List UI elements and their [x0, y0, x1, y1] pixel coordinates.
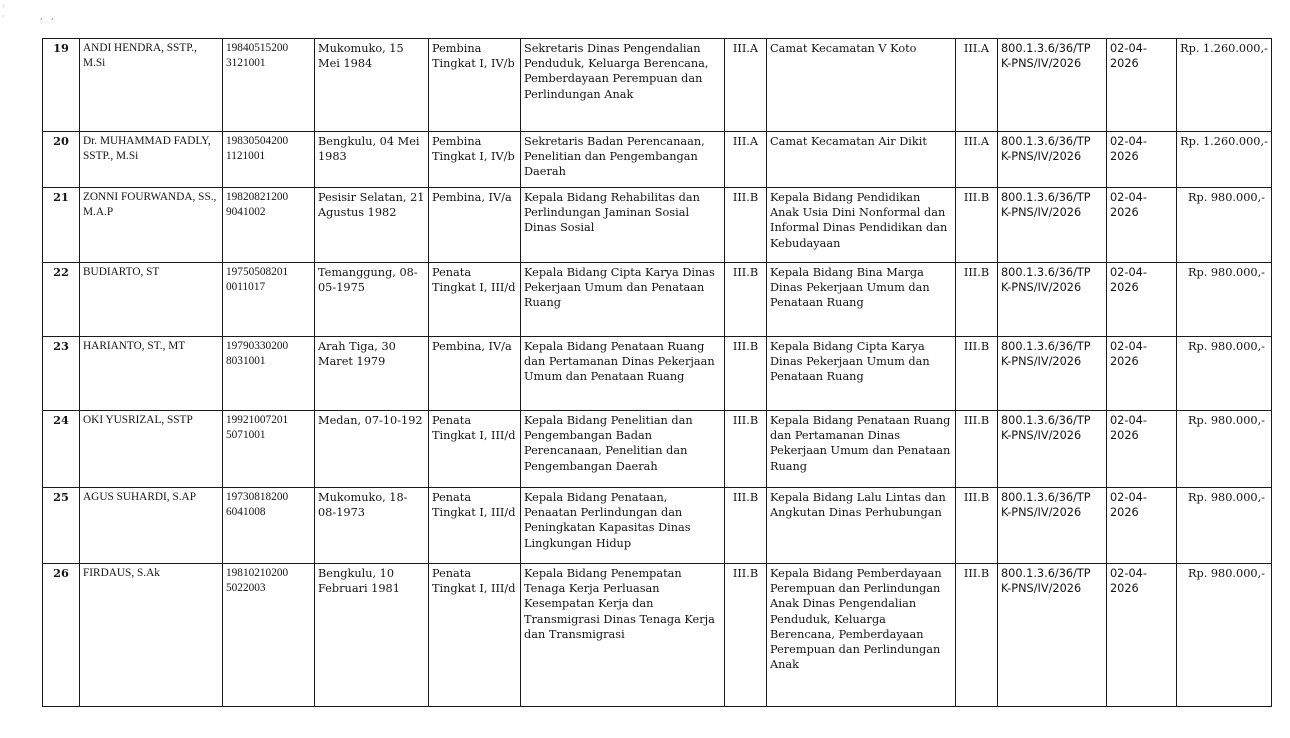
employee-name: AGUS SUHARDI, S.AP — [80, 488, 223, 564]
old-position: Sekretaris Dinas Pengendalian Penduduk, Keluarga Berencana, Pemberdayaan Perempuan dan Perlindungan Anak — [521, 39, 725, 132]
new-position: Camat Kecamatan Air Dikit — [767, 132, 956, 188]
employee-nip: 19820821200 9041002 — [223, 188, 315, 263]
old-position: Kepala Bidang Penataan Ruang dan Pertamanan Dinas Pekerjaan Umum dan Penataan Ruang — [521, 337, 725, 411]
new-echelon: III.B — [956, 188, 998, 263]
new-position: Kepala Bidang Lalu Lintas dan Angkutan Dinas Perhubungan — [767, 488, 956, 564]
birth-place-date: Bengkulu, 10 Februari 1981 — [315, 564, 429, 707]
new-echelon: III.B — [956, 488, 998, 564]
old-echelon: III.B — [725, 488, 767, 564]
new-position: Kepala Bidang Cipta Karya Dinas Pekerjaan Umum dan Penataan Ruang — [767, 337, 956, 411]
decree-date: 02-04-2026 — [1107, 337, 1177, 411]
birth-place-date: Bengkulu, 04 Mei 1983 — [315, 132, 429, 188]
decree-date: 02-04-2026 — [1107, 132, 1177, 188]
old-echelon: III.A — [725, 132, 767, 188]
decree-number: 800.1.3.6/36/TP K-PNS/IV/2026 — [998, 132, 1107, 188]
employee-nip: 19921007201 5071001 — [223, 411, 315, 488]
row-number: 25 — [43, 488, 80, 564]
new-position: Kepala Bidang Pendidikan Anak Usia Dini Nonformal dan Informal Dinas Pendidikan dan Kebudayaan — [767, 188, 956, 263]
rank-grade: Pembina Tingkat I, IV/b — [429, 39, 521, 132]
rank-grade: Penata Tingkat I, III/d — [429, 488, 521, 564]
employee-name: ANDI HENDRA, SSTP., M.Si — [80, 39, 223, 132]
employee-nip: 19750508201 0011017 — [223, 263, 315, 337]
old-echelon: III.B — [725, 188, 767, 263]
row-number: 23 — [43, 337, 80, 411]
decree-number: 800.1.3.6/36/TP K-PNS/IV/2026 — [998, 411, 1107, 488]
old-position: Kepala Bidang Penataan, Penaatan Perlindungan dan Peningkatan Kapasitas Dinas Lingkungan Hidup — [521, 488, 725, 564]
table-row — [43, 39, 1272, 132]
decree-date: 02-04-2026 — [1107, 564, 1177, 707]
allowance-amount: Rp. 1.260.000,- — [1177, 132, 1272, 188]
birth-place-date: Pesisir Selatan, 21 Agustus 1982 — [315, 188, 429, 263]
table-row — [43, 411, 1272, 488]
old-position: Sekretaris Badan Perencanaan, Penelitian dan Pengembangan Daerah — [521, 132, 725, 188]
allowance-amount: Rp. 1.260.000,- — [1177, 39, 1272, 132]
row-number: 20 — [43, 132, 80, 188]
row-number: 22 — [43, 263, 80, 337]
decree-date: 02-04-2026 — [1107, 188, 1177, 263]
employee-name: BUDIARTO, ST — [80, 263, 223, 337]
rank-grade: Penata Tingkat I, III/d — [429, 564, 521, 707]
birth-place-date: Medan, 07-10-192 — [315, 411, 429, 488]
new-echelon: III.A — [956, 39, 998, 132]
old-position: Kepala Bidang Penelitian dan Pengembangan Badan Perencanaan, Penelitian dan Pengembangan Daerah — [521, 411, 725, 488]
birth-place-date: Arah Tiga, 30 Maret 1979 — [315, 337, 429, 411]
employee-nip: 19830504200 1121001 — [223, 132, 315, 188]
table-row — [43, 132, 1272, 188]
new-echelon: III.B — [956, 411, 998, 488]
scan-speck: , , — [40, 12, 57, 21]
old-echelon: III.B — [725, 337, 767, 411]
rank-grade: Penata Tingkat I, III/d — [429, 263, 521, 337]
employee-name: ZONNI FOURWANDA, SS., M.A.P — [80, 188, 223, 263]
new-position: Camat Kecamatan V Koto — [767, 39, 956, 132]
new-echelon: III.B — [956, 337, 998, 411]
decree-number: 800.1.3.6/36/TP K-PNS/IV/2026 — [998, 188, 1107, 263]
decree-date: 02-04-2026 — [1107, 488, 1177, 564]
birth-place-date: Temanggung, 08-05-1975 — [315, 263, 429, 337]
table-row — [43, 564, 1272, 707]
row-number: 24 — [43, 411, 80, 488]
old-position: Kepala Bidang Penempatan Tenaga Kerja Perluasan Kesempatan Kerja dan Transmigrasi Dinas Tenaga Kerja dan Transmigrasi — [521, 564, 725, 707]
old-echelon: III.A — [725, 39, 767, 132]
allowance-amount: Rp. 980.000,- — [1177, 564, 1272, 707]
scan-speck: · · — [2, 2, 5, 21]
decree-number: 800.1.3.6/36/TP K-PNS/IV/2026 — [998, 263, 1107, 337]
decree-number: 800.1.3.6/36/TP K-PNS/IV/2026 — [998, 39, 1107, 132]
allowance-amount: Rp. 980.000,- — [1177, 263, 1272, 337]
decree-number: 800.1.3.6/36/TP K-PNS/IV/2026 — [998, 564, 1107, 707]
allowance-amount: Rp. 980.000,- — [1177, 337, 1272, 411]
allowance-amount: Rp. 980.000,- — [1177, 411, 1272, 488]
table-row — [43, 488, 1272, 564]
row-number: 19 — [43, 39, 80, 132]
old-echelon: III.B — [725, 564, 767, 707]
decree-date: 02-04-2026 — [1107, 263, 1177, 337]
employee-nip: 19730818200 6041008 — [223, 488, 315, 564]
employee-name: HARIANTO, ST., MT — [80, 337, 223, 411]
employee-nip: 19790330200 8031001 — [223, 337, 315, 411]
rank-grade: Pembina Tingkat I, IV/b — [429, 132, 521, 188]
employee-nip: 19840515200 3121001 — [223, 39, 315, 132]
row-number: 26 — [43, 564, 80, 707]
table-row — [43, 188, 1272, 263]
table-row — [43, 263, 1272, 337]
old-echelon: III.B — [725, 411, 767, 488]
rank-grade: Pembina, IV/a — [429, 188, 521, 263]
old-echelon: III.B — [725, 263, 767, 337]
rank-grade: Penata Tingkat I, III/d — [429, 411, 521, 488]
allowance-amount: Rp. 980.000,- — [1177, 188, 1272, 263]
employee-name: Dr. MUHAMMAD FADLY, SSTP., M.Si — [80, 132, 223, 188]
employee-name: FIRDAUS, S.Ak — [80, 564, 223, 707]
new-echelon: III.B — [956, 564, 998, 707]
decree-number: 800.1.3.6/36/TP K-PNS/IV/2026 — [998, 488, 1107, 564]
decree-date: 02-04-2026 — [1107, 411, 1177, 488]
new-position: Kepala Bidang Penataan Ruang dan Pertamanan Dinas Pekerjaan Umum dan Penataan Ruang — [767, 411, 956, 488]
rank-grade: Pembina, IV/a — [429, 337, 521, 411]
new-echelon: III.A — [956, 132, 998, 188]
birth-place-date: Mukomuko, 18-08-1973 — [315, 488, 429, 564]
allowance-amount: Rp. 980.000,- — [1177, 488, 1272, 564]
employee-name: OKI YUSRIZAL, SSTP — [80, 411, 223, 488]
new-echelon: III.B — [956, 263, 998, 337]
officials-table — [42, 38, 1272, 707]
new-position: Kepala Bidang Pemberdayaan Perempuan dan Perlindungan Anak Dinas Pengendalian Penduduk, Keluarga Berencana, Pemberdayaan Perempuan dan Perlindungan Anak — [767, 564, 956, 707]
decree-number: 800.1.3.6/36/TP K-PNS/IV/2026 — [998, 337, 1107, 411]
old-position: Kepala Bidang Cipta Karya Dinas Pekerjaan Umum dan Penataan Ruang — [521, 263, 725, 337]
birth-place-date: Mukomuko, 15 Mei 1984 — [315, 39, 429, 132]
new-position: Kepala Bidang Bina Marga Dinas Pekerjaan Umum dan Penataan Ruang — [767, 263, 956, 337]
row-number: 21 — [43, 188, 80, 263]
table-row — [43, 337, 1272, 411]
decree-date: 02-04-2026 — [1107, 39, 1177, 132]
old-position: Kepala Bidang Rehabilitas dan Perlindungan Jaminan Sosial Dinas Sosial — [521, 188, 725, 263]
employee-nip: 19810210200 5022003 — [223, 564, 315, 707]
